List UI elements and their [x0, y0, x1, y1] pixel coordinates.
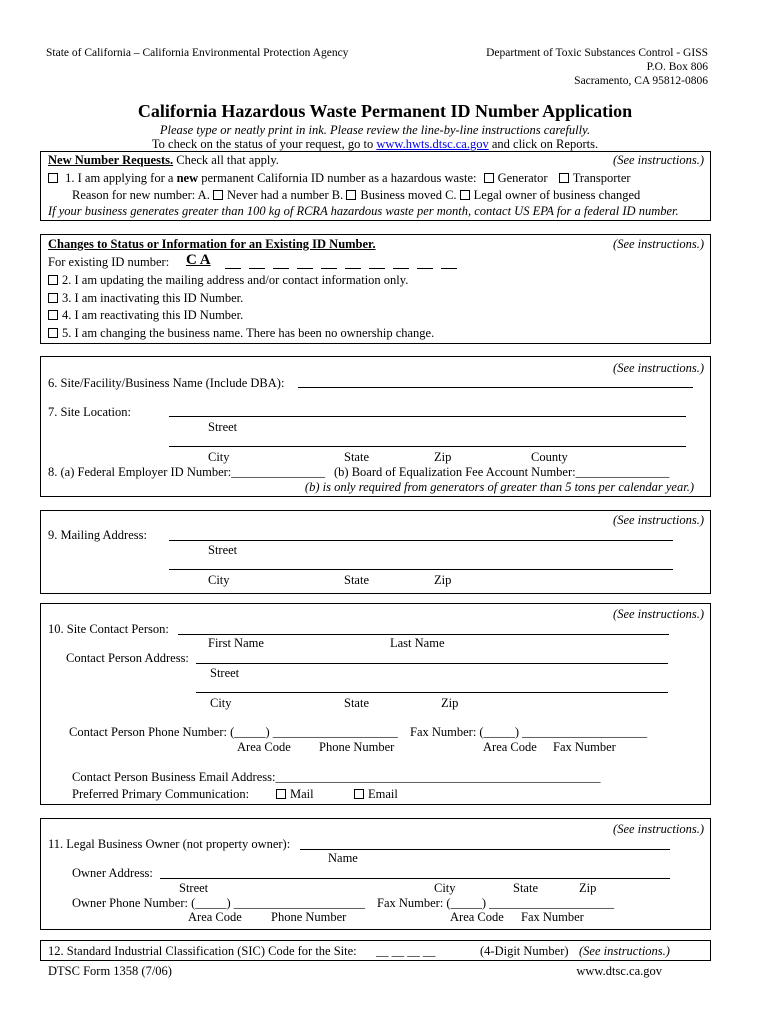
change-item-2: [48, 273, 408, 288]
department-header: Department of Toxic Substances Control - GISS: [486, 47, 708, 59]
reason-line: [72, 188, 640, 203]
reason-label: Reason for new number: A.: [72, 188, 210, 202]
change-item-4: [48, 308, 243, 323]
mailing-city-caption: City: [208, 573, 230, 587]
site-street-caption: Street: [208, 420, 238, 434]
mailing-street-field[interactable]: [169, 540, 673, 541]
reason-a-checkbox[interactable]: [213, 190, 223, 200]
contact-street-field[interactable]: [196, 663, 668, 664]
owner-state-caption: State: [513, 881, 538, 895]
change-3-label: 3. I am inactivating this ID Number.: [62, 291, 244, 305]
see-instructions-4: (See instructions.): [613, 513, 704, 527]
mail-option: [276, 787, 314, 802]
change-2-checkbox[interactable]: [48, 275, 58, 285]
owner-name-caption: Name: [328, 851, 358, 865]
see-instructions-6: (See instructions.): [613, 822, 704, 836]
status-check-suffix: and click on Reports.: [491, 137, 599, 151]
site-street-field[interactable]: [169, 416, 686, 417]
owner-phone-field[interactable]: Owner Phone Number: (_____) _____________________: [72, 896, 366, 910]
owner-city-caption: City: [434, 881, 456, 895]
status-link[interactable]: www.hwts.dtsc.ca.gov: [376, 137, 489, 151]
owner-phone-number-caption: Phone Number: [271, 910, 347, 924]
fein-field[interactable]: 8. (a) Federal Employer ID Number:_______________: [48, 465, 326, 479]
fax-area-code-caption: Area Code: [483, 740, 537, 754]
contact-city-caption: City: [210, 696, 232, 710]
id-digit-blank[interactable]: [345, 268, 361, 269]
reason-c-checkbox[interactable]: [460, 190, 470, 200]
item1-suffix: permanent California ID number as a hazardous waste:: [201, 171, 477, 185]
site-name-field[interactable]: [298, 387, 693, 388]
contact-address-label: Contact Person Address:: [66, 651, 189, 665]
change-5-label: 5. I am changing the business name. There has been no ownership change.: [62, 326, 435, 340]
transporter-checkbox[interactable]: [559, 173, 569, 183]
city-state-zip: Sacramento, CA 95812-0806: [574, 75, 708, 87]
change-4-label: 4. I am reactivating this ID Number.: [62, 308, 244, 322]
mailing-label: 9. Mailing Address:: [48, 528, 147, 542]
agency-header: State of California – California Environmental Protection Agency: [46, 47, 349, 59]
see-instructions-1: (See instructions.): [613, 153, 704, 167]
last-name-caption: Last Name: [390, 636, 445, 650]
reason-a-label: Never had a number B.: [226, 188, 344, 202]
owner-zip-caption: Zip: [579, 881, 597, 895]
contact-person-label: 10. Site Contact Person:: [48, 622, 169, 636]
id-digit-blank[interactable]: [273, 268, 289, 269]
mailing-section: [40, 510, 711, 594]
generator-label: Generator: [497, 171, 548, 185]
email-label: Email: [368, 787, 398, 801]
po-box: P.O. Box 806: [646, 61, 708, 73]
change-2-label: 2. I am updating the mailing address and/or contact information only.: [62, 273, 409, 287]
phone-number-caption: Phone Number: [319, 740, 395, 754]
transporter-label: Transporter: [572, 171, 631, 185]
owner-fax-area-code-caption: Area Code: [450, 910, 504, 924]
see-instructions-7: (See instructions.): [579, 944, 670, 958]
email-option: [354, 787, 398, 802]
contact-city-field[interactable]: [196, 692, 668, 693]
owner-address-label: Owner Address:: [72, 866, 153, 880]
generator-checkbox[interactable]: [484, 173, 494, 183]
page-title: California Hazardous Waste Permanent ID Number Application: [137, 101, 633, 121]
sic-label: 12. Standard Industrial Classification (SIC) Code for the Site:: [48, 944, 357, 958]
email-checkbox[interactable]: [354, 789, 364, 799]
mailing-state-caption: State: [344, 573, 369, 587]
status-check-prefix: To check on the status of your request, go to: [151, 137, 374, 151]
contact-street-caption: Street: [210, 666, 240, 680]
owner-label: 11. Legal Business Owner (not property owner):: [48, 837, 291, 851]
boe-note: (b) is only required from generators of greater than 5 tons per calendar year.): [304, 480, 694, 494]
preferred-communication-label: Preferred Primary Communication:: [72, 787, 250, 801]
owner-street-caption: Street: [179, 881, 209, 895]
ca-prefix: C A: [186, 252, 211, 268]
change-item-3: [48, 291, 243, 306]
new-number-tail: Check all that apply.: [176, 153, 279, 167]
id-digit-blank[interactable]: [441, 268, 457, 269]
change-item-5: [48, 326, 434, 341]
contact-phone-field[interactable]: Contact Person Phone Number: (_____) ____________________: [69, 725, 398, 739]
site-city-caption: City: [208, 450, 230, 464]
owner-fax-field[interactable]: Fax Number: (_____) ____________________: [377, 896, 615, 910]
owner-address-field[interactable]: [160, 878, 670, 879]
form-number: DTSC Form 1358 (7/06): [48, 964, 172, 978]
see-instructions-3: (See instructions.): [613, 361, 704, 375]
site-name-label: 6. Site/Facility/Business Name (Include DBA):: [48, 376, 285, 390]
id-digit-blank[interactable]: [249, 268, 265, 269]
new-number-heading: [48, 153, 279, 168]
item1-new: new: [176, 171, 199, 185]
change-5-checkbox[interactable]: [48, 328, 58, 338]
site-city-field[interactable]: [169, 446, 686, 447]
mailing-city-field[interactable]: [169, 569, 673, 570]
owner-name-field[interactable]: [300, 849, 670, 850]
reason-c-label: Legal owner of business changed: [473, 188, 641, 202]
owner-fax-number-caption: Fax Number: [521, 910, 584, 924]
see-instructions-2: (See instructions.): [613, 237, 704, 251]
site-state-caption: State: [344, 450, 369, 464]
contact-email-field[interactable]: Contact Person Business Email Address:____________________________________________________: [72, 770, 601, 784]
see-instructions-5: (See instructions.): [613, 607, 704, 621]
contact-fax-field[interactable]: Fax Number: (_____) ____________________: [410, 725, 648, 739]
change-4-checkbox[interactable]: [48, 310, 58, 320]
footer-url: www.dtsc.ca.gov: [576, 964, 662, 978]
owner-area-code-caption: Area Code: [188, 910, 242, 924]
area-code-caption: Area Code: [237, 740, 291, 754]
changes-heading: Changes to Status or Information for an Existing ID Number.: [48, 237, 376, 251]
contact-state-caption: State: [344, 696, 369, 710]
first-name-caption: First Name: [208, 636, 264, 650]
epa-note: If your business generates greater than 100 kg of RCRA hazardous waste per month, contact US EPA for a federal ID number.: [48, 204, 679, 218]
mail-label: Mail: [290, 787, 314, 801]
new-number-checkbox[interactable]: [48, 173, 58, 183]
existing-id-label: For existing ID number:: [48, 255, 170, 269]
change-3-checkbox[interactable]: [48, 293, 58, 303]
status-check-line: [0, 137, 750, 152]
mailing-street-caption: Street: [208, 543, 238, 557]
reason-b-label: Business moved C.: [360, 188, 457, 202]
new-number-title: New Number Requests.: [48, 153, 174, 167]
id-digit-blank[interactable]: [225, 268, 241, 269]
mailing-zip-caption: Zip: [434, 573, 452, 587]
id-digit-blank[interactable]: [393, 268, 409, 269]
contact-zip-caption: Zip: [441, 696, 459, 710]
sic-digit-note: (4-Digit Number): [480, 944, 569, 958]
sic-code-field[interactable]: __ __ __ __: [376, 944, 436, 958]
id-digit-blank[interactable]: [321, 268, 337, 269]
site-zip-caption: Zip: [434, 450, 452, 464]
fax-number-caption: Fax Number: [553, 740, 616, 754]
boe-field[interactable]: (b) Board of Equalization Fee Account Number:_______________: [334, 465, 670, 479]
new-number-item-1: [48, 171, 631, 186]
subtitle: Please type or neatly print in ink. Please review the line-by-line instructions carefully.: [159, 123, 591, 137]
id-digit-blank[interactable]: [297, 268, 313, 269]
site-location-label: 7. Site Location:: [48, 405, 131, 419]
mail-checkbox[interactable]: [276, 789, 286, 799]
reason-b-checkbox[interactable]: [346, 190, 356, 200]
id-digit-blank[interactable]: [417, 268, 433, 269]
contact-person-field[interactable]: [178, 634, 669, 635]
id-digit-blank[interactable]: [369, 268, 385, 269]
site-county-caption: County: [531, 450, 568, 464]
item1-prefix: 1. I am applying for a: [65, 171, 174, 185]
